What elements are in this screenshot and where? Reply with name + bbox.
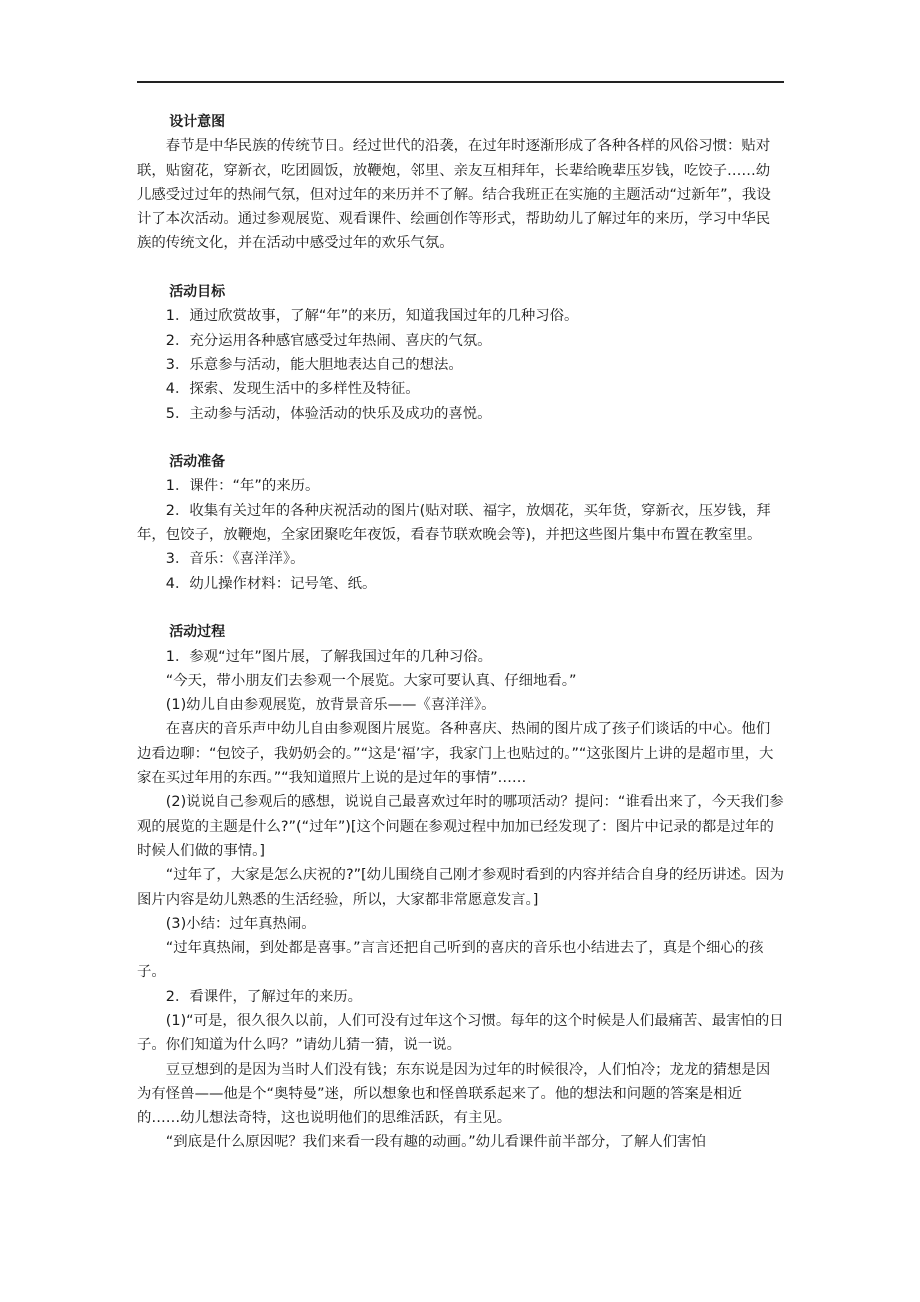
preparation-item: 1．课件：“年”的来历。 <box>165 478 320 495</box>
process-heading: 活动过程 <box>169 624 226 641</box>
design-intent-paragraph: 春节是中华民族的传统节日。经过世代的沿袭，在过年时逐渐形成了各种各样的风俗习惯：贴对联，贴窗花，穿新衣，吃团圆饭，放鞭炮，邻里、亲友互相拜年，长辈给晚辈压岁钱，吃饺子……幼儿感受过过年的热闹气氛，但对过年的来历并不了解。结合我班正在实施的主题活动“过新年”，我设计了本次活动。通过参观展览、观看课件、绘画创作等形式，帮助幼儿了解过年的来历，学习中华民族的传统文化，并在活动中感受过年的欢乐气氛。 <box>137 138 771 252</box>
section-gap <box>137 596 784 620</box>
preparation-item: 2．收集有关过年的各种庆祝活动的图片(贴对联、福字，放烟花，买年货，穿新衣，压岁钱，拜年，包饺子，放鞭炮，全家团聚吃年夜饭，看春节联欢晚会等)，并把这些图片集中布置在教室里。 <box>137 502 771 544</box>
process-paragraph: “过年真热闹，到处都是喜事。”言言还把自己听到的喜庆的音乐也小结进去了，真是个细心的孩子。 <box>137 940 764 981</box>
preparation-item: 3．音乐：《喜洋洋》。 <box>165 551 305 568</box>
goal-item: 4．探索、发现生活中的多样性及特征。 <box>165 381 420 398</box>
goal-item: 2．充分运用各种感官感受过年热闹、喜庆的气氛。 <box>165 332 492 349</box>
process-paragraph: (3)小结：过年真热闹。 <box>165 915 316 932</box>
document-body <box>137 110 784 1155</box>
section-gap <box>137 426 784 450</box>
process-paragraph: 2．看课件，了解过年的来历。 <box>165 988 363 1005</box>
process-paragraph: 豆豆想到的是因为当时人们没有钱；东东说是因为过年的时候很冷，人们怕冷；龙龙的猜想是因为有怪兽——他是个“奥特曼”迷，所以想象也和怪兽联系起来了。他的想法和问题的答案是相近的……幼儿想法奇特，这也说明他们的思维活跃，有主见。 <box>137 1061 771 1127</box>
preparation-item: 4．幼儿操作材料：记号笔、纸。 <box>165 575 377 592</box>
process-paragraph: 在喜庆的音乐声中幼儿自由参观图片展览。各种喜庆、热闹的图片成了孩子们谈话的中心。他们边看边聊：“包饺子，我奶奶会的。”“这是‘福’字，我家门上也贴过的。”“这张图片上讲的是超市里，大家在买过年用的东西。”“我知道照片上说的是过年的事情”…… <box>137 721 774 787</box>
design-intent-heading: 设计意图 <box>169 114 226 130</box>
process-paragraph: (1)幼儿自由参观展览，放背景音乐——《喜洋洋》。 <box>165 697 496 714</box>
process-paragraph: (2)说说自己参观后的感想，说说自己最喜欢过年时的哪项活动？提问：“谁看出来了，今天我们参观的展览的主题是什么?”(“过年”)[这个问题在参观过程中加加已经发现了：图片中记录的都是过年的时候人们做的事情。] <box>137 794 784 859</box>
process-paragraph: 1．参观“过年”图片展，了解我国过年的几种习俗。 <box>165 648 493 665</box>
process-paragraph: (1)“可是，很久很久以前，人们可没有过年这个习惯。每年的这个时候是人们最痛苦、最害怕的日子。你们知道为什么吗？”请幼儿猜一猜，说一说。 <box>137 1012 784 1054</box>
header-rule <box>137 81 784 83</box>
preparation-heading: 活动准备 <box>169 454 226 471</box>
process-paragraph: “今天，带小朋友们去参观一个展览。大家可要认真、仔细地看。” <box>165 672 577 689</box>
process-paragraph: “过年了，大家是怎么庆祝的?”[幼儿围绕自己刚才参观时看到的内容并结合自身的经历讲述。因为图片内容是幼儿熟悉的生活经验，所以，大家都非常愿意发言。] <box>137 867 784 908</box>
goal-item: 1．通过欣赏故事，了解“年”的来历，知道我国过年的几种习俗。 <box>165 308 579 325</box>
goal-item: 5．主动参与活动，体验活动的快乐及成功的喜悦。 <box>165 405 492 422</box>
process-paragraph: “到底是什么原因呢？我们来看一段有趣的动画。”幼儿看课件前半部分，了解人们害怕 <box>165 1134 706 1151</box>
goals-heading: 活动目标 <box>169 284 226 301</box>
goal-item: 3．乐意参与活动，能大胆地表达自己的想法。 <box>165 356 463 373</box>
section-gap <box>137 256 784 280</box>
